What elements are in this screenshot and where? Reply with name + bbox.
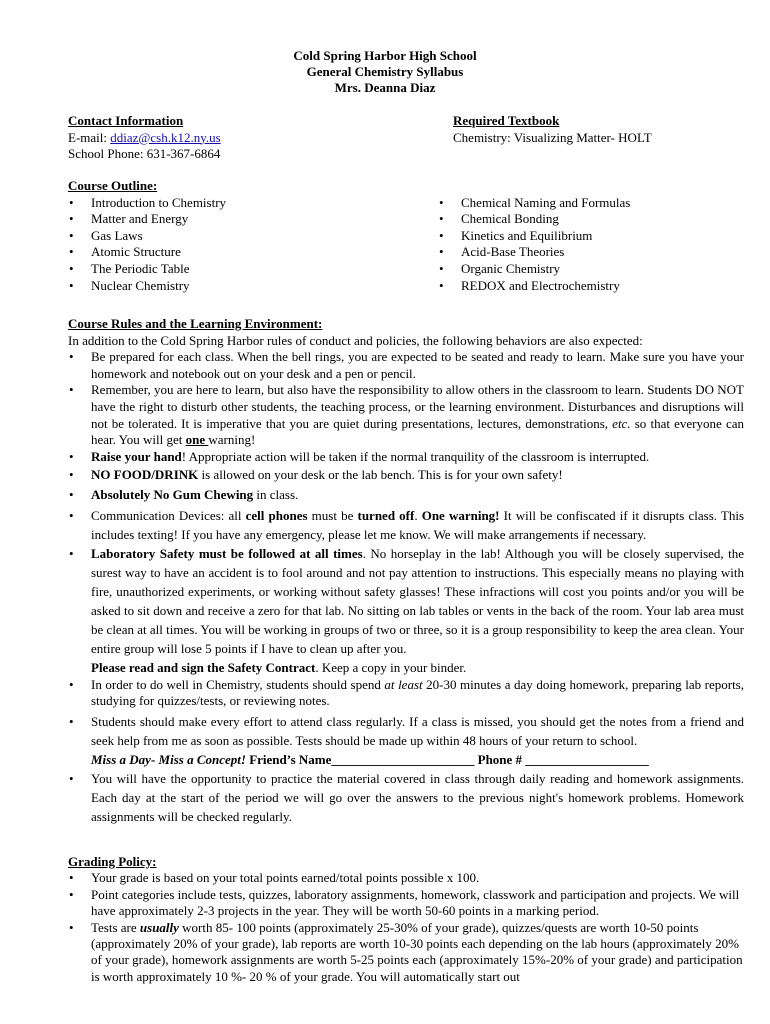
- rule-miss-a-day: Miss a Day- Miss a Concept!: [91, 751, 246, 767]
- rule-text: In order to do well in Chemistry, students should spend: [91, 676, 385, 692]
- rule-bold: cell phones: [245, 507, 308, 523]
- outline-left-list: [68, 195, 418, 295]
- rule-text: so that everyone can hear. You will get: [91, 415, 744, 448]
- list-item: • Acid-Base Theories: [438, 244, 758, 261]
- rule-bold: Absolutely No Gum Chewing: [91, 486, 254, 502]
- textbook-title: Chemistry: Visualizing Matter- HOLT: [453, 129, 652, 145]
- grading-list: [68, 870, 744, 985]
- course-outline-right: [438, 195, 758, 295]
- list-item: • Matter and Energy: [68, 211, 418, 228]
- rule-text: . No horseplay in the lab! Although you will be closely supervised, the surest way to have an accident is to fool around and not pay attention to instructions. This especially means no playing with fire, unauthorized experiments, or working without safety glasses! These infractions will cost you points and/or you will be asked to sit down and receive a zero for that lab. No sitting on lab tables or vents in the back of the room. Your lab area must be clean at all times. You will be working in groups of two or three, so it is a group responsibility to keep the area clean. Your entire group will lose 5 points if I have to clean up after you.: [91, 545, 745, 656]
- document-header: [0, 48, 770, 96]
- school-name: Cold Spring Harbor High School: [293, 48, 477, 63]
- contact-information: [68, 113, 428, 163]
- rules-heading: Course Rules and the Learning Environment:: [68, 316, 323, 331]
- grading-heading: Grading Policy:: [68, 854, 157, 869]
- rule-text: .: [414, 507, 422, 523]
- rule-italic: at least: [384, 676, 423, 692]
- list-item: • Organic Chemistry: [438, 261, 758, 278]
- outline-heading: Course Outline:: [68, 178, 158, 193]
- rule-text: It will be confiscated if it disrupts class. This includes texting! If you have any emergency, please let me know. We will make arrangements if necessary.: [91, 507, 745, 542]
- rule-devices: [68, 506, 744, 544]
- grading-text: worth 85- 100 points (approximately 25-30% of your grade), quizzes/quests are worth 10-50 points (approximately 20% of your grade), lab reports are worth 10-30 points each depending on the lab hours (approximately 20% of your grade), homework assignments are worth 5-25 points each (approximately 15%-20% of your grade) and participation is worth approximately 10 %- 20 % of your grade. You will automatically start out: [91, 919, 743, 984]
- rule-no-gum: [68, 487, 744, 504]
- rule-bold: turned off: [357, 507, 415, 523]
- rule-text: Communication Devices: all: [91, 507, 246, 523]
- school-phone: School Phone: 631-367-6864: [68, 146, 221, 162]
- rules-intro: In addition to the Cold Spring Harbor rules of conduct and policies, the following behaviors are also expected:: [68, 332, 643, 348]
- grading-item: • Your grade is based on your total points earned/total points possible x 100.: [68, 870, 744, 886]
- rule-text: must be: [307, 507, 358, 523]
- email-line: [68, 130, 428, 147]
- grading-policy-section: [68, 854, 744, 985]
- rule-text: 20-30 minutes a day doing homework, preparing lab reports, studying for quizzes/tests, or reviewing notes.: [91, 676, 744, 709]
- rule-bold: One warning!: [421, 507, 500, 523]
- list-item: • REDOX and Electrochemistry: [438, 278, 758, 295]
- rule-text: ! Appropriate action will be taken if the normal tranquility of the classroom is interrupted.: [181, 448, 650, 464]
- email-link[interactable]: ddiaz@csh.k12.ny.us: [110, 129, 221, 145]
- list-item: • Chemical Naming and Formulas: [438, 195, 758, 212]
- rule-lab-safety: [68, 544, 744, 677]
- rule-text: . Keep a copy in your binder.: [315, 659, 467, 675]
- course-outline: [68, 178, 418, 294]
- rule-text: warning!: [208, 432, 256, 448]
- list-item: • Atomic Structure: [68, 244, 418, 261]
- rule-respect: [68, 382, 744, 448]
- rule-raise-hand: [68, 449, 744, 466]
- grading-item: [68, 920, 744, 986]
- rule-bold: NO FOOD/DRINK: [91, 467, 199, 483]
- rule-practice: • You will have the opportunity to practice the material covered in class through daily reading and homework assignments. Each day at the start of the period we will go over the answers to the previous night's homework problems. Homework assignments will be checked regularly.: [68, 769, 744, 826]
- course-rules-section: [68, 316, 744, 826]
- rule-text: Remember, you are here to learn, but also have the responsibility to allow others in the classroom to learn. Students DO NOT have the right to disturb other students, the teaching process, or the learning environment. Disturbances and disruptions will not be tolerated. It is imperative that you are quiet during presentations, lectures, demonstrations,: [91, 382, 744, 431]
- rule-bold: Please read and sign the Safety Contract: [91, 659, 316, 675]
- rule-bold: Raise your hand: [91, 448, 182, 464]
- rule-one: one: [185, 432, 209, 448]
- rule-text: in class.: [253, 486, 299, 502]
- email-label: E-mail:: [68, 129, 111, 145]
- list-item: • Chemical Bonding: [438, 211, 758, 228]
- list-item: • Introduction to Chemistry: [68, 195, 418, 212]
- rule-attendance: [68, 712, 744, 769]
- rule-no-food: [68, 467, 744, 484]
- required-textbook: [453, 113, 753, 146]
- rule-prepared: • Be prepared for each class. When the bell rings, you are expected to be seated and ready to learn. Make sure you have your homework and notebook out on your desk and a pen or pencil.: [68, 349, 744, 382]
- list-item: • Gas Laws: [68, 228, 418, 245]
- textbook-heading: Required Textbook: [453, 113, 560, 128]
- rule-text: is allowed on your desk or the lab bench. This is for your own safety!: [198, 467, 563, 483]
- rule-text: Students should make every effort to attend class regularly. If a class is missed, you should get the notes from a friend and seek help from me as soon as possible. Tests should be made up within 48 hours of your return to school.: [91, 713, 744, 748]
- grading-text: Tests are: [91, 919, 140, 935]
- list-item: • Nuclear Chemistry: [68, 278, 418, 295]
- rule-bold: Laboratory Safety must be followed at all times: [91, 545, 363, 561]
- friend-phone-line: Friend’s Name______________________ Phone # ___________________: [245, 751, 649, 767]
- list-item: • Kinetics and Equilibrium: [438, 228, 758, 245]
- list-item: • The Periodic Table: [68, 261, 418, 278]
- rules-list: [68, 349, 744, 826]
- grading-item: • Point categories include tests, quizzes, laboratory assignments, homework, classwork and participation and projects. We will have approximately 2-3 projects in the year. They will be worth 50-60 points in a marking period.: [68, 887, 744, 920]
- course-title: General Chemistry Syllabus: [306, 64, 464, 79]
- grading-usually: usually: [139, 919, 179, 935]
- teacher-name: Mrs. Deanna Diaz: [334, 80, 436, 95]
- outline-right-list: [438, 195, 758, 295]
- rule-etc: etc.: [612, 415, 631, 431]
- rule-homework-time: [68, 677, 744, 710]
- contact-heading: Contact Information: [68, 113, 184, 128]
